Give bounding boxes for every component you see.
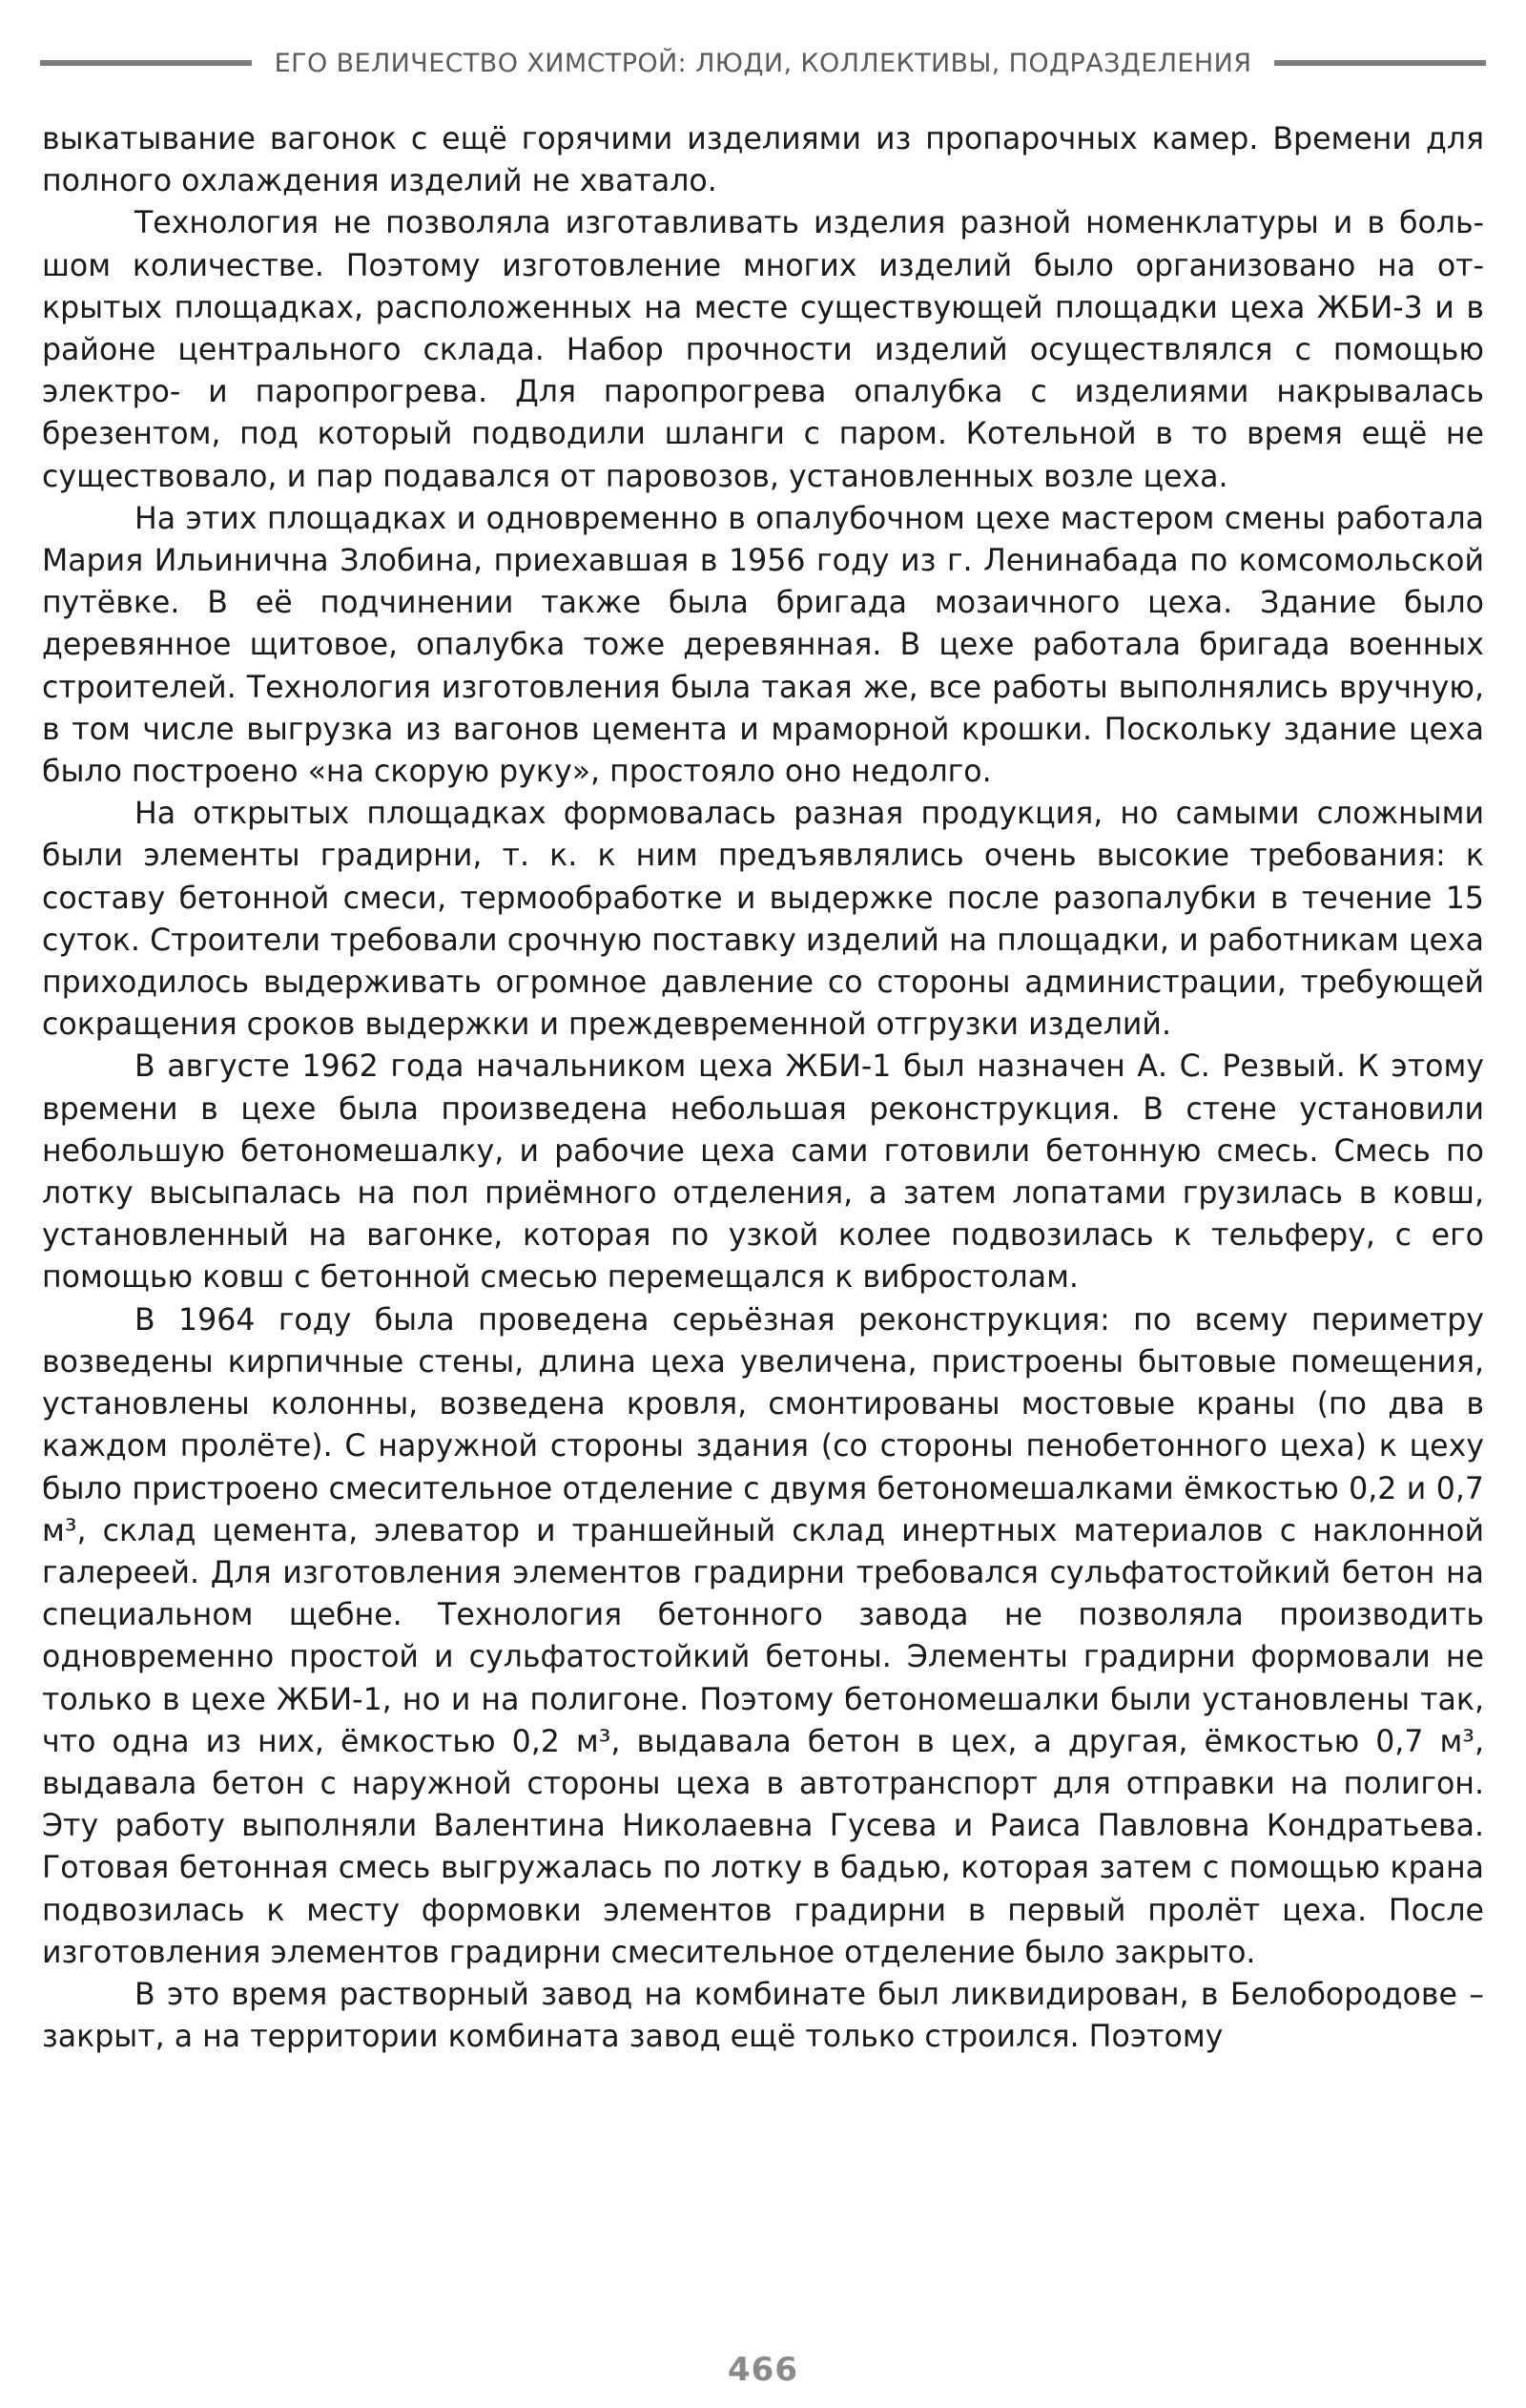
paragraph: На открытых площадках формовалась разная продукция, но самыми сложными были элементы градирни, т. к. к ним предъявлялись очень высокие требования: к составу бетонной смеси, термообработке и выдержке после разопалубки в течение 15 суток. Строители требовали срочную поставку изделий на площадки, и работникам цеха приходилось выдерживать огромное давление со стороны администрации, требующей сокращения сроков выдержки и преждевременной отгрузки изделий. [42,797,1484,1043]
running-header [40,42,1486,84]
page-number: 466 [728,2351,798,2389]
paragraph: На этих площадках и одновременно в опалубочном цехе мастером смены работала Мария Ильинична Злобина, приехавшая в 1956 году из г. Ленинабада по комсомольской путёвке. В её подчинении также была бригада мозаичного цеха. Здание было деревянное щитовое, опалубка тоже деревянная. В цехе работала бригада военных строителей. Технология изготовления была такая же, все работы выполнялись вручную, в том числе выгрузка из вагонов цемента и мраморной крошки. Поскольку здание цеха было построено «на скорую руку», простояло оно недолго. [42,501,1484,790]
paragraph-continued: выкатывание вагонок с ещё горячими изделиями из пропарочных камер. Времени для полного охлаждения изделий не хватало. [42,122,1484,199]
running-header-title: ЕГО ВЕЛИЧЕСТВО ХИМСТРОЙ: ЛЮДИ, КОЛЛЕКТИВЫ, ПОДРАЗДЕЛЕНИЯ [274,48,1252,78]
header-rule-left [40,60,252,66]
paragraph: В 1964 году была проведена серьёзная реконструкция: по всему периметру возведены кирпичные стены, длина цеха увеличена, пристроены бытовые помещения, установлены колонны, возведена кровля, смонтированы мостовые краны (по два в каждом пролёте). С наружной стороны здания (со стороны пенобетонного цеха) к цеху было пристроено смесительное отделение с двумя бетономешалками ёмкостью 0,2 и 0,7 м³, склад цемента, элеватор и траншейный склад инертных материалов с наклонной галереей. Для изготовления элементов градирни требовался сульфатостойкий бетон на специальном щебне. Технология бетонного завода не позволяла производить одновременно простой и сульфатостойкий бетоны. Элементы градирни формовали не только в цехе ЖБИ-1, но и на полигоне. Поэтому бетономешалки были установлены так, что одна из них, ёмкостью 0,2 м³, выдавала бетон в цех, а другая, ёмкостью 0,7 м³, выдавала бетон с наружной стороны цеха в автотранспорт для отправки на полигон. Эту работу выполняли Валентина Николаевна Гусева и Раиса Павловна Кондратьева. Готовая бетонная смесь выгружалась по лотку в бадью, которая затем с помощью крана подвозилась к месту формовки элементов градирни в первый пролёт цеха. После изготовления элементов градирни смесительное отделение было закрыто. [42,1302,1484,1970]
header-rule-right [1274,60,1486,66]
paragraph: Технология не позволяла изготавливать изделия разной номенклатуры и в большом количестве. Поэтому изготовление многих изделий было организовано на открытых площадках, расположенных на месте существующей площадки цеха ЖБИ-3 и в районе центрального склада. Набор прочности изделий осуществлялся с помощью электро- и паропрогрева. Для паропрогрева опалубка с изделиями накрывалась брезентом, под который подводили шланги с паром. Котельной в то время ещё не существовало, и пар подавался от паровозов, установленных возле цеха. [42,206,1484,494]
paragraph: В августе 1962 года начальником цеха ЖБИ-1 был назначен А. С. Резвый. К этому времени в цехе была произведена небольшая реконструкция. В стене установили небольшую бетономешалку, и рабочие цеха сами готовили бетонную смесь. Смесь по лотку высыпалась на пол приёмного отделения, а затем лопатами грузилась в ковш, установленный на вагонке, которая по узкой колее подвозилась к тельферу, с его помощью ковш с бетонной смесью перемещался к вибростолам. [42,1049,1484,1296]
body-text [42,118,1484,2058]
paragraph: В это время растворный завод на комбинате был ликвидирован, в Белобородове – закрыт, а на территории комбината завод ещё только строился. Поэтому [42,1977,1484,2055]
